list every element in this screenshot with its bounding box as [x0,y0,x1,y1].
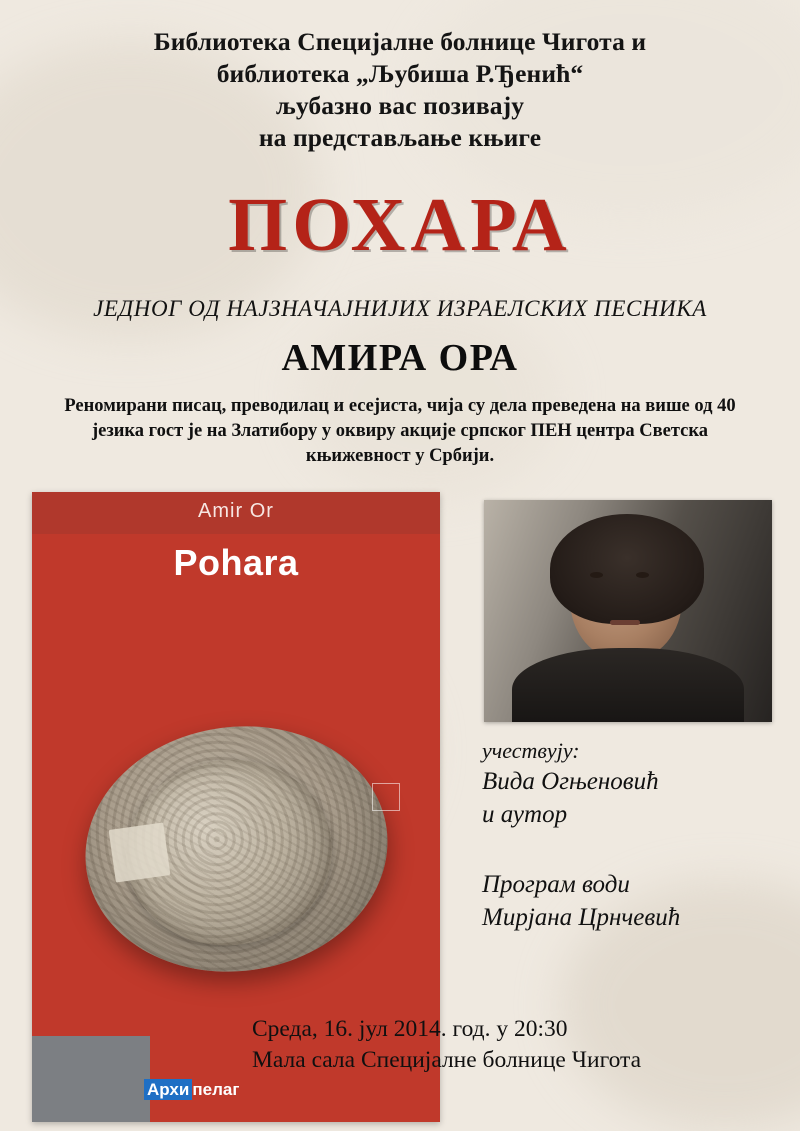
author-name: АМИРА ОРА [281,337,519,379]
publisher-logo [144,1080,239,1100]
participant-and-author: и аутор [482,801,568,829]
author-subtitle: ЈЕДНОГ ОД НАЈЗНАЧАЈНИЈИХ ИЗРАЕЛСКИХ ПЕСНИКА [93,296,707,321]
book-cover-artwork [64,687,408,1017]
event-venue: Мала сала Специјалне болнице Чигота [252,1046,642,1073]
book-title-heading: ПОХАРА [228,183,572,267]
host-block [482,868,792,934]
participants-block [482,736,782,831]
event-details [252,1014,792,1075]
cover-mark-icon [372,783,400,811]
host-name: Мирјана Црнчевић [482,904,681,931]
host-lead: Програм води [482,871,630,898]
publisher-logo-suffix: пелаг [192,1080,240,1099]
invitation-text [0,26,800,155]
book-cover-author: Amir Or [198,500,274,522]
photo-shoulders [512,648,744,722]
photo-hair [550,514,704,624]
invitation-line-1: Библиотека Специјалне болнице Чигота и [153,27,647,56]
event-datetime: Среда, 16. јул 2014. год. у 20:30 [252,1016,568,1042]
invitation-line-4: на представљање књиге [258,123,542,153]
photo-mouth [610,620,640,625]
stone-chip [109,822,171,882]
author-blurb: Реномирани писац, преводилац и есејиста, чија су дела преведена на више од 40 језика гост је на Златибору у оквиру акције српског ПЕН центра Светска књижевност у Србији. [64,396,736,466]
participants-lead: учествују: [482,738,580,763]
author-photo [484,500,772,722]
photo-eye-left [590,572,603,578]
book-cover-title: Pohara [173,542,299,583]
invitation-line-2: библиотека „Љубиша Р.Ђенић“ [216,59,584,89]
participant-name: Вида Огњеновић [482,768,659,796]
publisher-logo-prefix: Архи [144,1079,192,1100]
book-cover-grey-block [32,1036,150,1122]
invitation-line-3: љубазно вас позивају [275,91,525,121]
photo-eye-right [636,572,649,578]
